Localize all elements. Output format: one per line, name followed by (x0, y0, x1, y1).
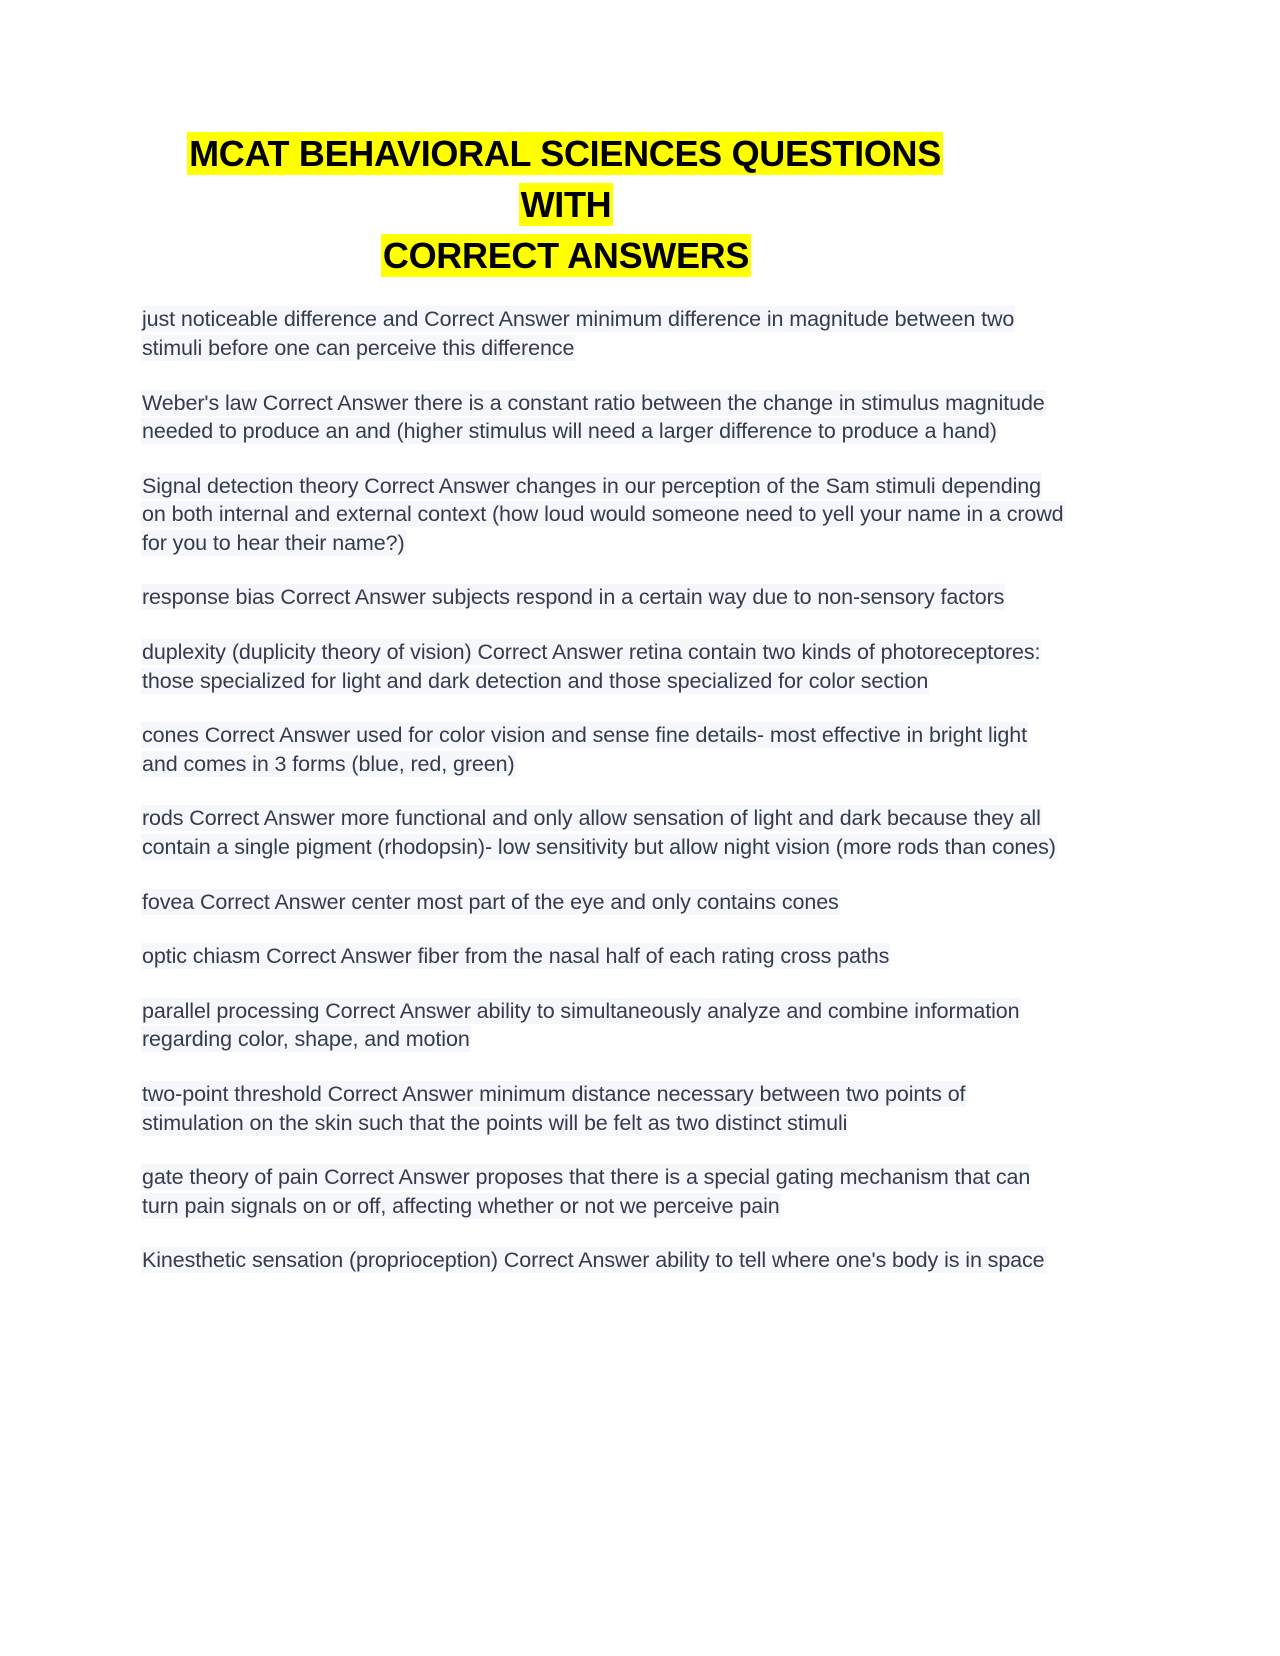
page-title-line-1: MCAT BEHAVIORAL SCIENCES QUESTIONS WITH (189, 133, 941, 226)
paragraph-fovea (141, 888, 1067, 917)
paragraph-text: response bias Correct Answer subjects respond in a certain way due to non-sensory factors (142, 585, 1005, 610)
paragraph-text: duplexity (duplicity theory of vision) Correct Answer retina contain two kinds of photoreceptores: those specialized for light and dark detection and those specialized for color section (142, 640, 1041, 693)
paragraph-optic-chiasm (141, 942, 1067, 971)
paragraph-parallel-processing (141, 997, 1067, 1054)
paragraph-two-point-threshold (141, 1080, 1067, 1137)
paragraph-text: gate theory of pain Correct Answer proposes that there is a special gating mechanism that can turn pain signals on or off, affecting whether or not we perceive pain (142, 1165, 1031, 1218)
paragraph-response-bias (141, 583, 1067, 612)
paragraph-cones (141, 721, 1067, 778)
paragraph-gate-theory-of-pain (141, 1163, 1067, 1220)
paragraph-duplexity (141, 638, 1067, 695)
paragraph-text: Kinesthetic sensation (proprioception) Correct Answer ability to tell where one's body is in space (142, 1248, 1045, 1273)
paragraph-list (141, 305, 1067, 1275)
paragraph-text: parallel processing Correct Answer ability to simultaneously analyze and combine information regarding color, shape, and motion (142, 998, 1020, 1052)
paragraph-rods (141, 804, 1067, 861)
paragraph-text: rods Correct Answer more functional and only allow sensation of light and dark because they all contain a single pigment (rhodopsin)- low sensitivity but allow night vision (more rods than cones) (142, 806, 1056, 860)
page-title (138, 128, 994, 281)
paragraph-text: two-point threshold Correct Answer minimum distance necessary between two points of stimulation on the skin such that the points will be felt as two distinct stimuli (142, 1082, 966, 1135)
paragraph-text: Signal detection theory Correct Answer changes in our perception of the Sam stimuli depending on both internal and external context (how loud would someone need to yell your name in a crowd for you to hear their name?) (142, 473, 1064, 555)
paragraph-text: Weber's law Correct Answer there is a constant ratio between the change in stimulus magnitude needed to produce an and (higher stimulus will need a larger difference to produce a hand) (142, 390, 1045, 444)
paragraph-text: fovea Correct Answer center most part of the eye and only contains cones (142, 889, 839, 914)
paragraph-kinesthetic-sensation (141, 1246, 1067, 1275)
page-title-line-2: CORRECT ANSWERS (382, 235, 750, 277)
paragraph-webers-law (141, 389, 1067, 446)
paragraph-text: optic chiasm Correct Answer fiber from the nasal half of each rating cross paths (142, 944, 890, 969)
paragraph-text: just noticeable difference and Correct Answer minimum difference in magnitude between two stimuli before one can perceive this difference (142, 307, 1015, 360)
paragraph-just-noticeable-difference (141, 305, 1067, 362)
paragraph-signal-detection-theory (141, 472, 1067, 558)
paragraph-text: cones Correct Answer used for color vision and sense fine details- most effective in bright light and comes in 3 forms (blue, red, green) (142, 723, 1027, 776)
